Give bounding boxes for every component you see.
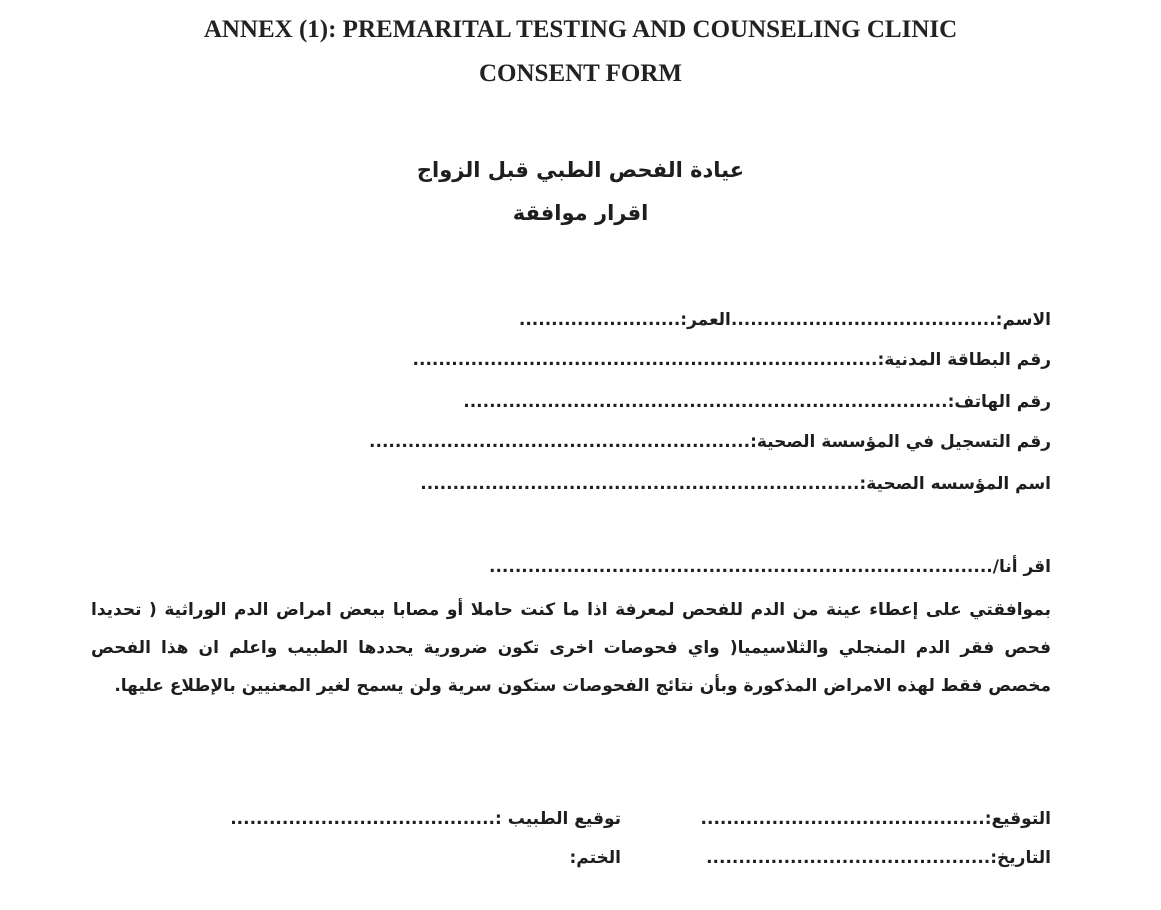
acknowledgement-name-field[interactable]: اقر أنا/.............................................................................. — [489, 557, 1051, 577]
doctor-signature-field[interactable]: توقيع الطبيب :......................................... — [230, 809, 621, 829]
arabic-clinic-title: عيادة الفحص الطبي قبل الزواج — [416, 158, 745, 182]
registration-number-field[interactable]: رقم التسجيل في المؤسسة الصحية:........................................................... — [369, 432, 1051, 452]
consent-paragraph: بموافقتي على إعطاء عينة من الدم للفحص لمعرفة اذا ما كنت حاملا أو مصابا ببعض امراض الدم الوراثية ( تحديدا فحص فقر الدم المنجلي والثلاسيميا( واي فحوصات اخرى تكون ضرورية يحددها الطبيب واعلم ان هذا الفحص مخصص فقط لهذه الامراض المذكورة وبأن نتائج الفحوصات ستكون سرية ولن يسمح لغير المعنيين بالإطلاع عليها. — [91, 600, 1051, 696]
stamp-label: الختم: — [569, 848, 621, 868]
header-title-line1: ANNEX (1): PREMARITAL TESTING AND COUNSELING CLINIC — [203, 16, 958, 43]
document-header — [0, 8, 1161, 96]
phone-field[interactable]: رقم الهاتف:........................................................................... — [463, 392, 1051, 412]
civil-id-field[interactable]: رقم البطاقة المدنية:........................................................................ — [412, 350, 1051, 370]
institution-name-field[interactable]: اسم المؤسسه الصحية:.................................................................... — [420, 474, 1051, 494]
date-field[interactable]: التاريخ:............................................ — [706, 848, 1051, 868]
name-age-field[interactable]: الاسم:.........................................العمر:......................... — [518, 310, 1051, 330]
header-title-line2: CONSENT FORM — [478, 60, 683, 87]
arabic-form-title: اقرار موافقة — [512, 201, 649, 225]
signature-field[interactable]: التوقيع:............................................ — [700, 809, 1051, 829]
